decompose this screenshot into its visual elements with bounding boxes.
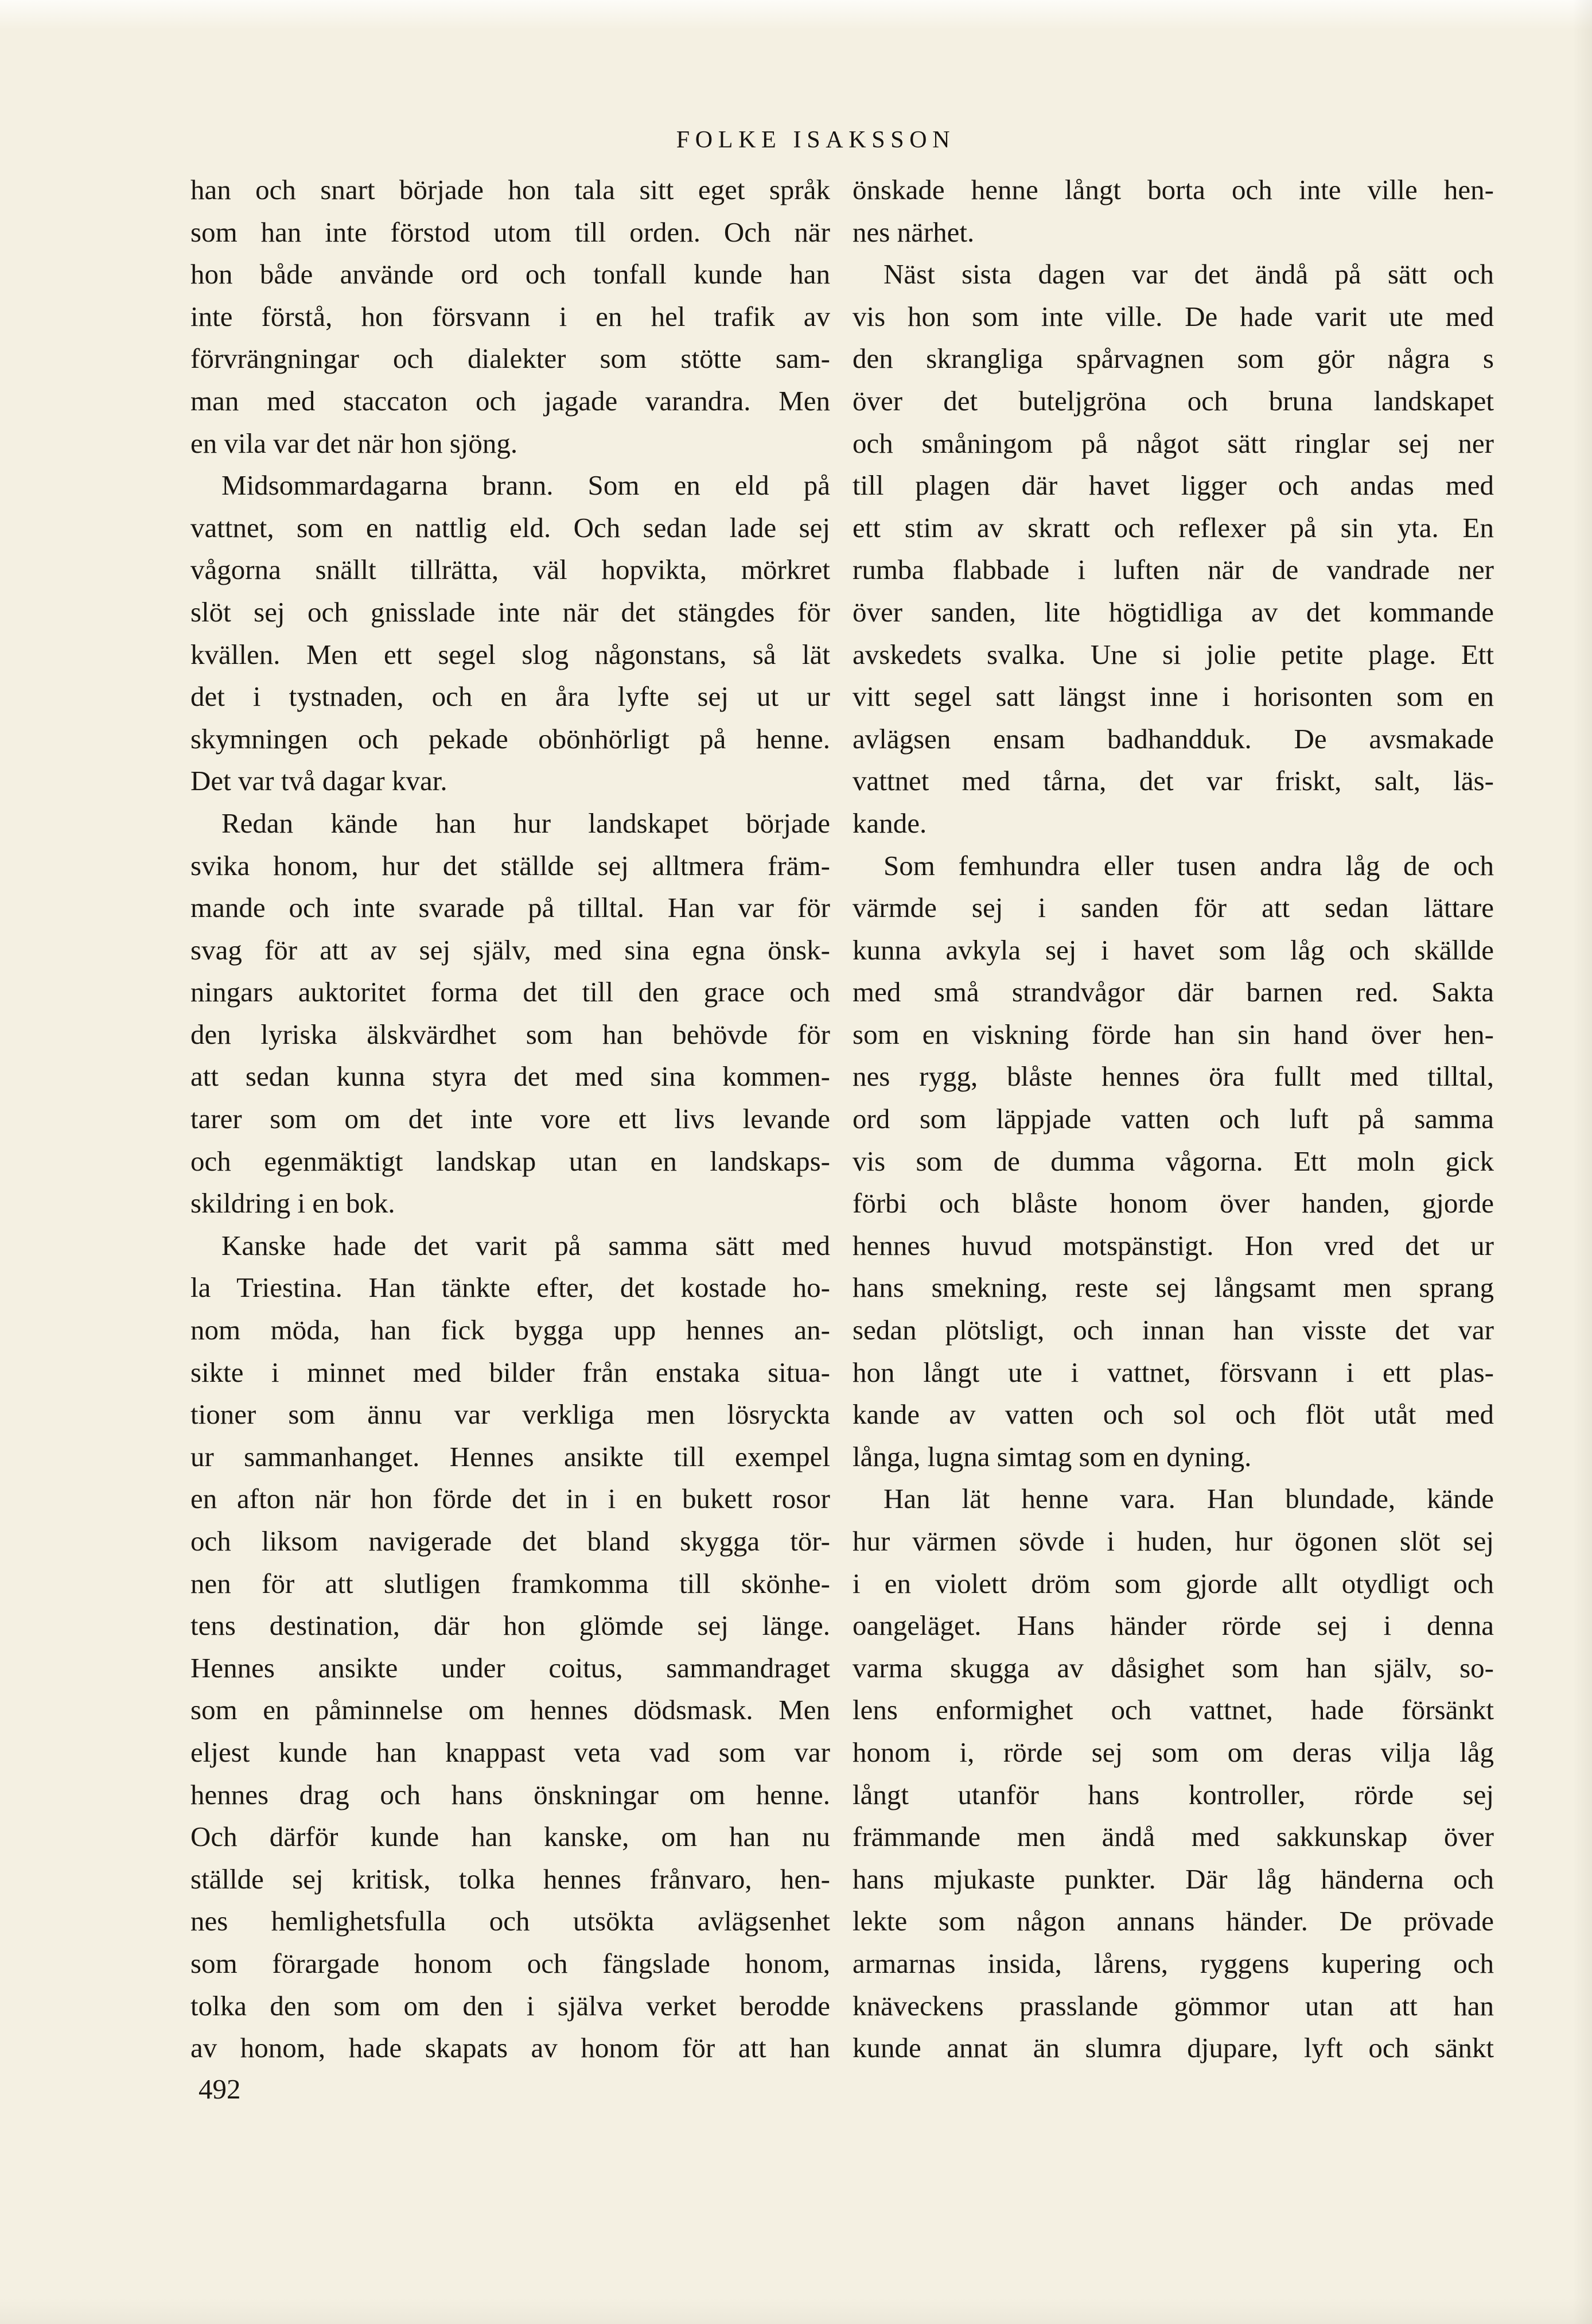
text-line: tarer som om det inte vore ett livs levande bbox=[190, 1103, 830, 1135]
text-line: hennes drag och hans önskningar om henne. bbox=[190, 1778, 830, 1810]
scan-edge-right bbox=[1572, 0, 1592, 2324]
text-line: man med staccaton och jagade varandra. Men bbox=[190, 384, 830, 417]
text-line: nen för att slutligen framkomma till skönhe- bbox=[190, 1567, 830, 1599]
text-line: hennes huvud motspänstigt. Hon vred det ur bbox=[853, 1229, 1494, 1261]
text-line: Midsommardagarna brann. Som en eld på bbox=[221, 469, 830, 502]
text-line: Kanske hade det varit på samma sätt med bbox=[221, 1229, 830, 1261]
text-line: en afton när hon förde det in i en bukett rosor bbox=[190, 1483, 830, 1515]
text-line: nes hemlighetsfulla och utsökta avlägsenhet bbox=[190, 1905, 830, 1937]
text-line: slöt sej och gnisslade inte när det stängdes för bbox=[190, 596, 830, 628]
text-line: svag för att av sej själv, med sina egna önsk- bbox=[190, 934, 830, 966]
text-line: som han inte förstod utom till orden. Och när bbox=[190, 216, 830, 248]
text-line: mande och inte svarade på tilltal. Han var för bbox=[190, 892, 830, 924]
text-line: svika honom, hur det ställde sej alltmera främ- bbox=[190, 849, 830, 881]
text-line: tolka den som om den i själva verket berodde bbox=[190, 1989, 830, 2022]
text-line: ord som läppjade vatten och luft på samma bbox=[853, 1103, 1494, 1135]
running-head: FOLKE ISAKSSON bbox=[676, 127, 956, 153]
text-line: förbi och blåste honom över handen, gjorde bbox=[853, 1187, 1494, 1219]
text-line: Hennes ansikte under coitus, sammandraget bbox=[190, 1651, 830, 1684]
text-line: oangeläget. Hans händer rörde sej i denna bbox=[853, 1610, 1494, 1642]
text-line: kunna avkyla sej i havet som låg och skällde bbox=[853, 934, 1494, 966]
text-line: rumba flabbade i luften när de vandrade ner bbox=[853, 554, 1494, 586]
text-line: värmde sej i sanden för att sedan lättare bbox=[853, 892, 1494, 924]
text-line: med små strandvågor där barnen red. Sakta bbox=[853, 976, 1494, 1008]
text-line: som förargade honom och fängslade honom, bbox=[190, 1947, 830, 1979]
text-line: tioner som ännu var verkliga men lösryckta bbox=[190, 1398, 830, 1431]
text-line: till plagen där havet ligger och andas med bbox=[853, 469, 1494, 502]
text-line: tens destination, där hon glömde sej länge. bbox=[190, 1610, 830, 1642]
text-line: nes närhet. bbox=[853, 216, 975, 248]
text-line: skildring i en bok. bbox=[190, 1187, 395, 1219]
text-line: eljest kunde han knappast veta vad som var bbox=[190, 1736, 830, 1768]
text-line: vattnet med tårna, det var friskt, salt, läs- bbox=[853, 765, 1494, 797]
scan-edge-bottom bbox=[0, 2298, 1592, 2324]
text-line: och liksom navigerade det bland skygga tör- bbox=[190, 1525, 830, 1557]
text-line: Och därför kunde han kanske, om han nu bbox=[190, 1821, 830, 1853]
text-line: kunde annat än slumra djupare, lyft och sänkt bbox=[853, 2032, 1494, 2064]
text-line: han och snart började hon tala sitt eget språk bbox=[190, 174, 830, 205]
text-line: hon långt ute i vattnet, försvann i ett plas- bbox=[853, 1356, 1494, 1388]
text-line: Det var två dagar kvar. bbox=[190, 765, 447, 797]
text-line: i en violett dröm som gjorde allt otydligt och bbox=[853, 1567, 1494, 1599]
text-line: det i tystnaden, och en åra lyfte sej ut ur bbox=[190, 681, 830, 713]
text-line: vågorna snällt tillrätta, väl hopvikta, mörkret bbox=[190, 554, 830, 586]
text-line: avlägsen ensam badhandduk. De avsmakade bbox=[853, 722, 1494, 755]
text-line: den skrangliga spårvagnen som gör några s bbox=[853, 343, 1494, 375]
text-line: över sanden, lite högtidliga av det kommande bbox=[853, 596, 1494, 628]
text-line: och egenmäktigt landskap utan en landskaps- bbox=[190, 1145, 830, 1177]
text-line: den lyriska älskvärdhet som han behövde för bbox=[190, 1018, 830, 1050]
text-column-right bbox=[853, 169, 1494, 2069]
text-line: Han lät henne vara. Han blundade, kände bbox=[883, 1483, 1494, 1515]
text-line: vis hon som inte ville. De hade varit ute med bbox=[853, 300, 1494, 332]
text-line: hur värmen sövde i huden, hur ögonen slöt sej bbox=[853, 1525, 1494, 1557]
text-line: skymningen och pekade obönhörligt på henne. bbox=[190, 722, 830, 755]
text-line: hon både använde ord och tonfall kunde han bbox=[190, 258, 830, 290]
text-line: främmande men ändå med sakkunskap över bbox=[853, 1821, 1494, 1853]
text-line: lens enformighet och vattnet, hade försänkt bbox=[853, 1694, 1494, 1726]
text-column-left bbox=[190, 169, 830, 2069]
text-line: Som femhundra eller tusen andra låg de och bbox=[883, 849, 1494, 881]
text-line: varma skugga av dåsighet som han själv, so- bbox=[853, 1651, 1494, 1684]
page-number: 492 bbox=[198, 2073, 241, 2105]
text-line: ställde sej kritisk, tolka hennes frånvaro, hen- bbox=[190, 1863, 830, 1895]
text-line: lekte som någon annans händer. De prövade bbox=[853, 1905, 1494, 1937]
text-line: över det buteljgröna och bruna landskapet bbox=[853, 384, 1494, 417]
text-line: nes rygg, blåste hennes öra fullt med tilltal, bbox=[853, 1060, 1494, 1093]
scan-edge-top bbox=[0, 0, 1592, 30]
text-line: kande av vatten och sol och flöt utåt med bbox=[853, 1398, 1494, 1431]
text-line: långa, lugna simtag som en dyning. bbox=[853, 1440, 1252, 1472]
text-line: vitt segel satt längst inne i horisonten som en bbox=[853, 681, 1494, 713]
text-line: långt utanför hans kontroller, rörde sej bbox=[853, 1778, 1494, 1810]
text-line: av honom, hade skapats av honom för att han bbox=[190, 2032, 830, 2064]
text-line: sedan plötsligt, och innan han visste det var bbox=[853, 1314, 1494, 1346]
text-line: avskedets svalka. Une si jolie petite plage. Ett bbox=[853, 638, 1494, 670]
text-line: inte förstå, hon försvann i en hel trafik av bbox=[190, 300, 830, 332]
text-line: la Triestina. Han tänkte efter, det kostade ho- bbox=[190, 1272, 830, 1304]
text-line: Näst sista dagen var det ändå på sätt och bbox=[883, 258, 1494, 290]
text-line: att sedan kunna styra det med sina kommen- bbox=[190, 1060, 830, 1093]
text-line: knäveckens prasslande gömmor utan att han bbox=[853, 1989, 1494, 2022]
text-line: önskade henne långt borta och inte ville hen- bbox=[853, 174, 1494, 205]
text-line: som en påminnelse om hennes dödsmask. Men bbox=[190, 1694, 830, 1726]
text-line: hans smekning, reste sej långsamt men sprang bbox=[853, 1272, 1494, 1304]
text-line: Redan kände han hur landskapet började bbox=[221, 807, 830, 839]
text-line: en vila var det när hon sjöng. bbox=[190, 427, 518, 459]
text-line: och småningom på något sätt ringlar sej ner bbox=[853, 427, 1494, 459]
text-line: ett stim av skratt och reflexer på sin yta. En bbox=[853, 511, 1494, 543]
text-line: kvällen. Men ett segel slog någonstans, så lät bbox=[190, 638, 830, 670]
text-line: vis som de dumma vågorna. Ett moln gick bbox=[853, 1145, 1494, 1177]
text-line: förvrängningar och dialekter som stötte sam- bbox=[190, 343, 830, 375]
text-line: nom möda, han fick bygga upp hennes an- bbox=[190, 1314, 830, 1346]
text-line: som en viskning förde han sin hand över hen- bbox=[853, 1018, 1494, 1050]
text-line: armarnas insida, lårens, ryggens kupering och bbox=[853, 1947, 1494, 1979]
text-line: honom i, rörde sej som om deras vilja låg bbox=[853, 1736, 1494, 1768]
text-line: kande. bbox=[853, 807, 927, 839]
text-line: vattnet, som en nattlig eld. Och sedan lade sej bbox=[190, 511, 830, 543]
text-line: hans mjukaste punkter. Där låg händerna och bbox=[853, 1863, 1494, 1895]
text-line: sikte i minnet med bilder från enstaka situa- bbox=[190, 1356, 830, 1388]
text-line: ur sammanhanget. Hennes ansikte till exempel bbox=[190, 1440, 830, 1472]
text-line: ningars auktoritet forma det till den grace och bbox=[190, 976, 830, 1008]
